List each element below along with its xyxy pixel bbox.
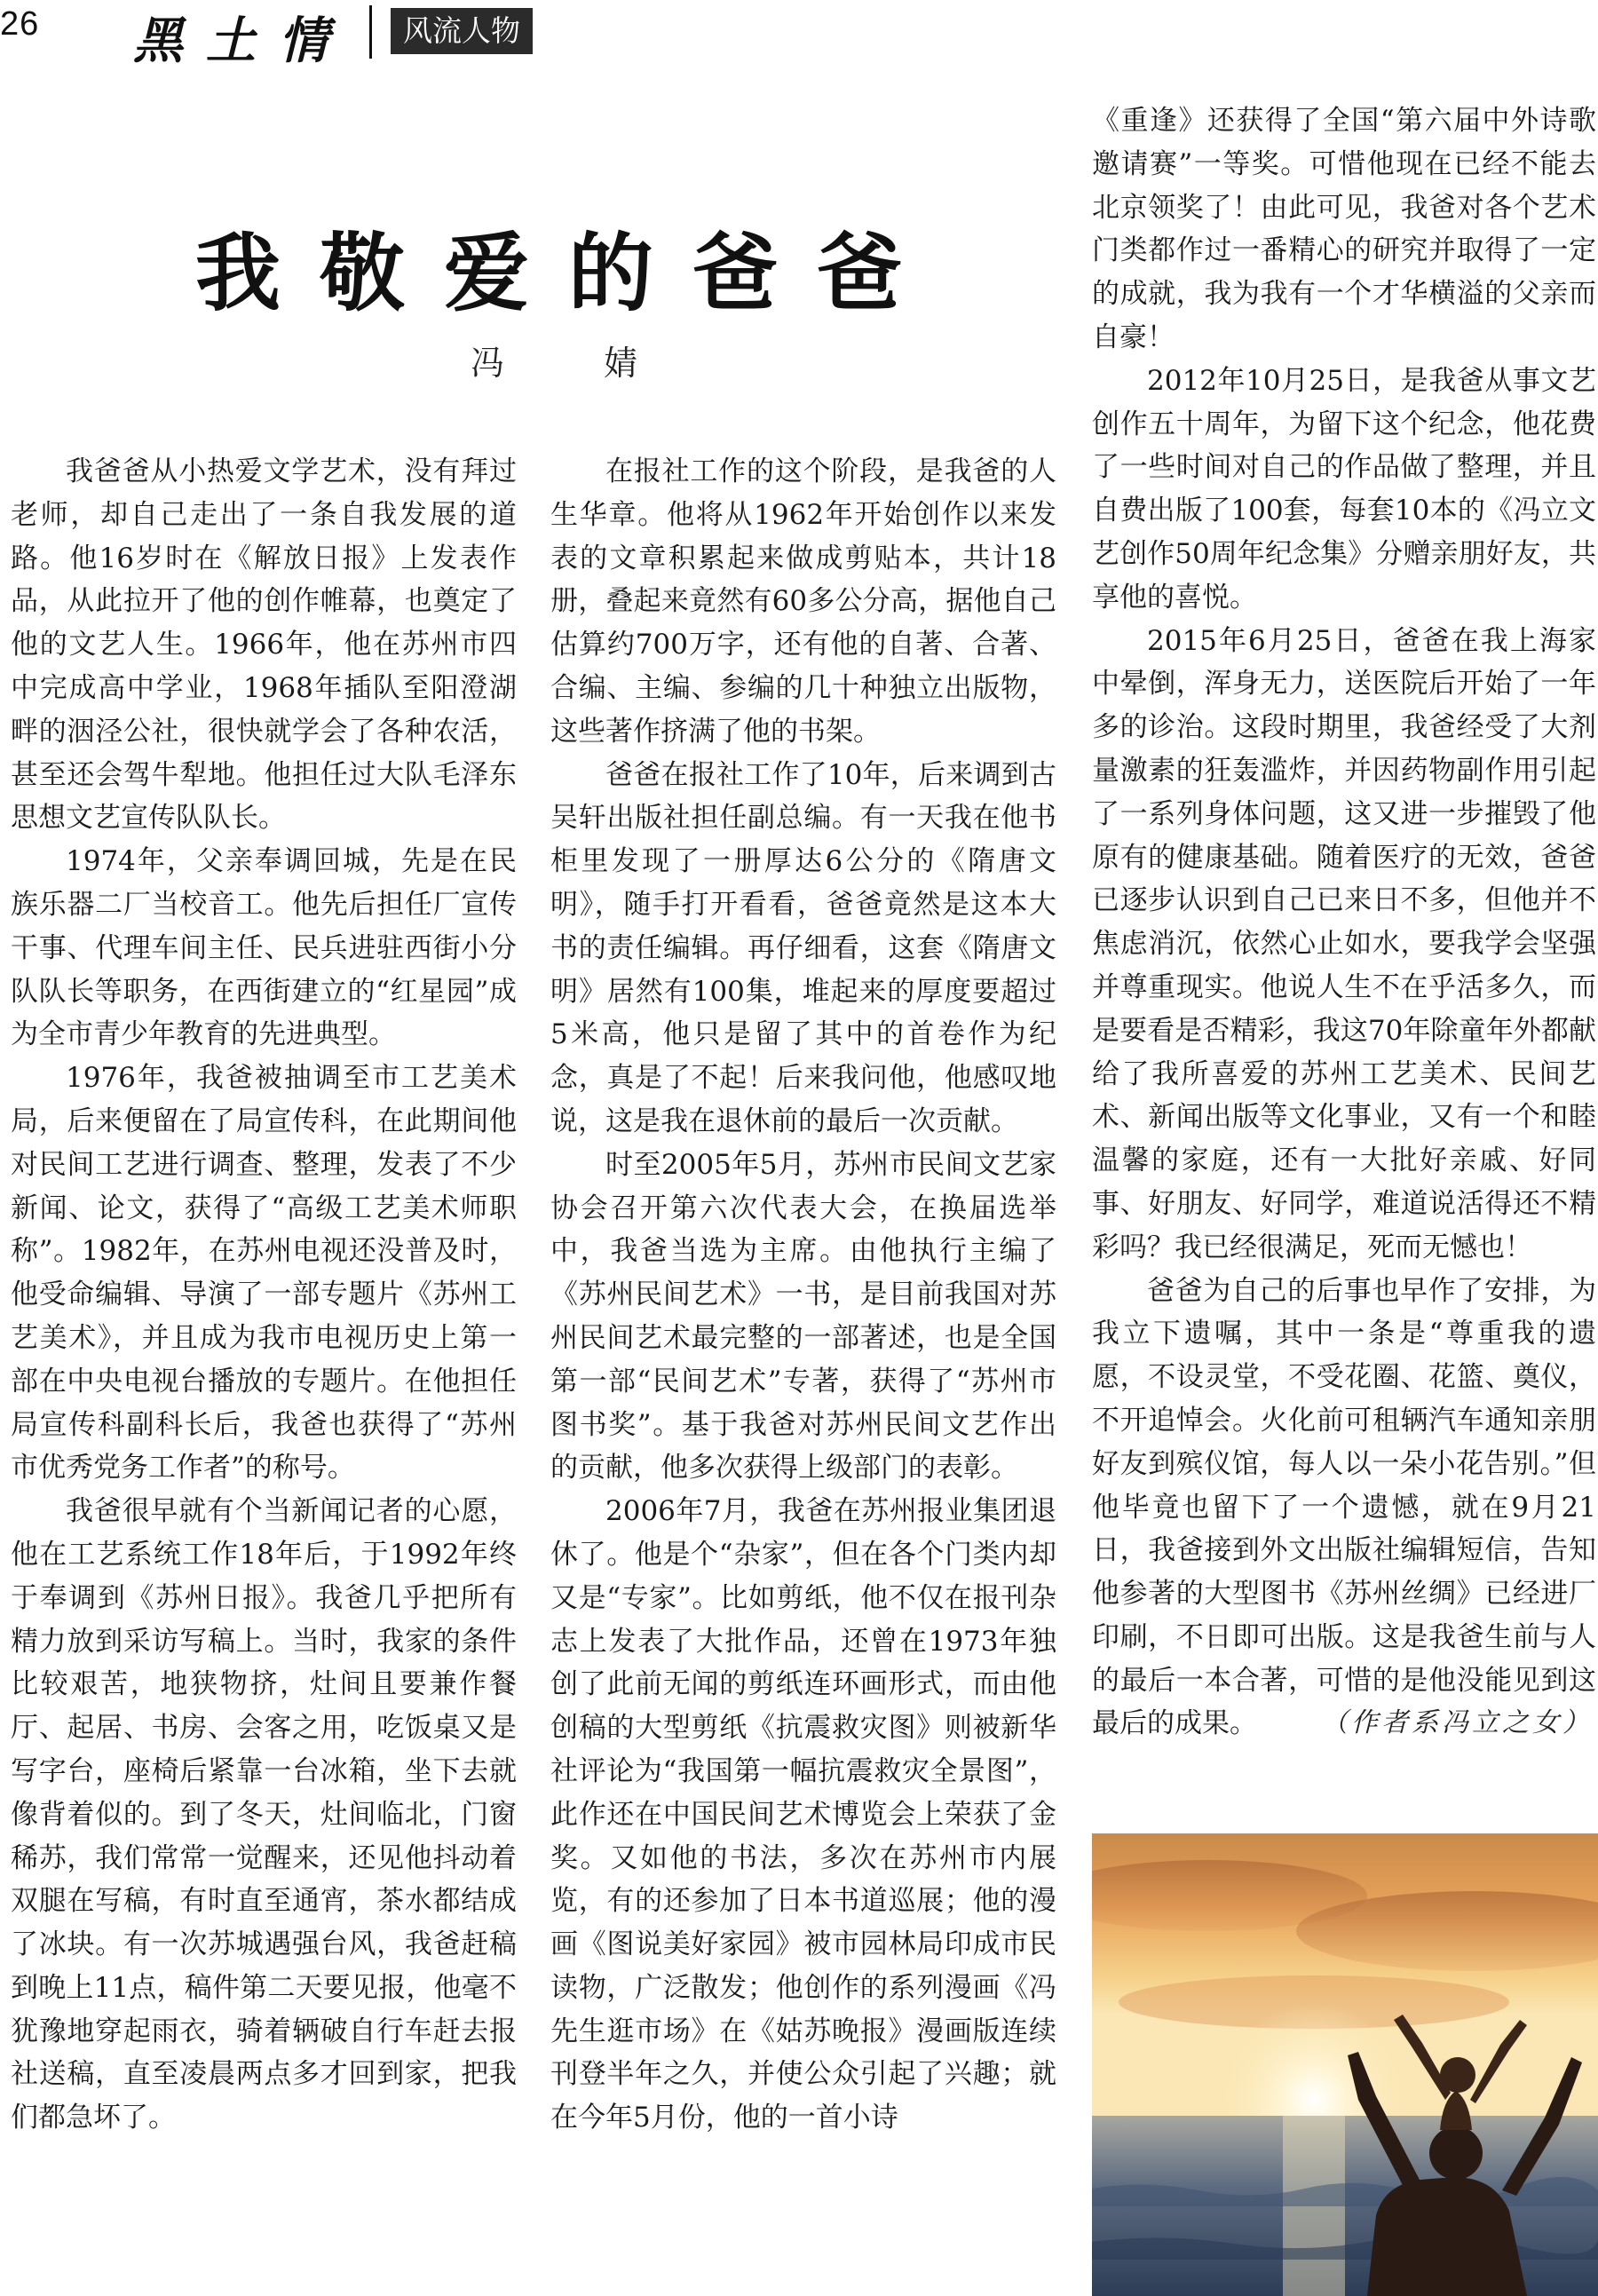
paragraph: 时至2005年5月，苏州市民间文艺家协会召开第六次代表大会，在换届选举中，我爸当选为主席。由他执行主编了《苏州民间艺术》一书，是目前我国对苏州民间艺术最完整的一部著述，也是全国第一部“民间艺术”专著，获得了“苏州市图书奖”。基于我爸对苏州民间文艺作出的贡献，他多次获得上级部门的表彰。 bbox=[550, 1148, 1056, 1484]
paragraph: 2012年10月25日，是我爸从事文艺创作五十周年，为留下这个纪念，他花费了一些时间对自己的作品做了整理，并且自费出版了100套，每套10本的《冯立文艺创作50周年纪念集》分赠亲朋好友，共享他的喜悦。 bbox=[1092, 364, 1596, 614]
paragraph-continuation: 《重逢》还获得了全国“第六届中外诗歌邀请赛”一等奖。可惜他现在已经不能去北京领奖了！由此可见，我爸对各个艺术门类都作过一番精心的研究并取得了一定的成就，我为我有一个才华横溢的父亲而自豪！ bbox=[1092, 105, 1596, 353]
article-column-3 bbox=[1092, 99, 1596, 1746]
sunset-photo bbox=[1092, 1833, 1598, 2296]
article-column-1 bbox=[11, 450, 517, 2140]
paragraph: 我爸爸从小热爱文学艺术，没有拜过老师，却自己走出了一条自我发展的道路。他16岁时在《解放日报》上发表作品，从此拉开了他的创作帷幕，也奠定了他的文艺人生。1966年，他在苏州市四中完成高中学业，1968年插队至阳澄湖畔的洇泾公社，很快就学会了各种农活，甚至还会驾牛犁地。他担任过大队毛泽东思想文艺宣传队队长。 bbox=[11, 455, 517, 835]
header-divider bbox=[369, 5, 372, 59]
paragraph: 爸爸为自己的后事也早作了安排，为我立下遗嘱，其中一条是“尊重我的遗愿，不设灵堂，不受花圈、花篮、奠仪，不开追悼会。火化前可租辆汽车通知亲朋好友到殡仪馆，每人以一朵小花告别。”但他毕竟也留下了一个遗憾，就在9月21日，我爸接到外文出版社编辑短信，告知他参著的大型图书《苏州丝绸》已经进厂印刷，不日即可出版。这是我爸生前与人的最后一本合著，可惜的是他没能见到这最后的成果。 bbox=[1092, 1274, 1596, 1740]
author-note: （作者系冯立之女） bbox=[1321, 1707, 1593, 1739]
paragraph: 我爸很早就有个当新闻记者的心愿，他在工艺系统工作18年后，于1992年终于奉调到《苏州日报》。我爸几乎把所有精力放到采访写稿上。当时，我家的条件比较艰苦，地狭物挤，灶间且要兼作餐厅、起居、书房、会客之用，吃饭桌又是写字台，座椅后紧靠一台冰箱，坐下去就像背着似的。到了冬天，灶间临北，门窗稀苏，我们常常一觉醒来，还见他抖动着双腿在写稿，有时直至通宵，茶水都结成了冰块。有一次苏城遇强台风，我爸赶稿到晚上11点，稿件第二天要见报，他毫不犹豫地穿起雨衣，骑着辆破自行车赶去报社送稿，直至凌晨两点多才回到家，把我们都急坏了。 bbox=[11, 1495, 517, 2134]
paragraph: 1976年，我爸被抽调至市工艺美术局，后来便留在了局宣传科，在此期间他对民间工艺进行调查、整理，发表了不少新闻、论文，获得了“高级工艺美术师职称”。1982年，在苏州电视还没普及时，他受命编辑、导演了一部专题片《苏州工艺美术》，并且成为我市电视历史上第一部在中央电视台播放的专题片。在他担任局宣传科副科长后，我爸也获得了“苏州市优秀党务工作者”的称号。 bbox=[11, 1062, 517, 1484]
section-tag: 风流人物 bbox=[391, 8, 533, 54]
paragraph: 爸爸在报社工作了10年，后来调到古吴轩出版社担任副总编。有一天我在他书柜里发现了一册厚达6公分的《隋唐文明》，随手打开看看，爸爸竟然是这本大书的责任编辑。再仔细看，这套《隋唐文明》居然有100集，堆起来的厚度要超过5米高，他只是留了其中的首卷作为纪念，真是了不起！后来我问他，他感叹地说，这是我在退休前的最后一次贡献。 bbox=[550, 758, 1056, 1137]
article-column-2 bbox=[550, 450, 1056, 2140]
magazine-name: 黑土情 bbox=[133, 12, 352, 70]
page-number: 26 bbox=[0, 5, 40, 43]
paragraph: 2006年7月，我爸在苏州报业集团退休了。他是个“杂家”，但在各个门类内却又是“专家”。比如剪纸，他不仅在报刊杂志上发表了大批作品，还曾在1973年独创了此前无闻的剪纸连环画形式，而由他创稿的大型剪纸《抗震救灾图》则被新华社评论为“我国第一幅抗震救灾全景图”，此作还在中国民间艺术博览会上荣获了金奖。又如他的书法，多次在苏州市内展览，有的还参加了日本书道巡展；他的漫画《图说美好家园》被市园林局印成市民读物，广泛散发；他创作的系列漫画《冯先生逛市场》在《姑苏晚报》漫画版连续刊登半年之久，并使公众引起了兴趣；就在今年5月份，他的一首小诗 bbox=[550, 1495, 1056, 2134]
paragraph: 在报社工作的这个阶段，是我爸的人生华章。他将从1962年开始创作以来发表的文章积累起来做成剪贴本，共计18册，叠起来竟然有60多公分高，据他自己估算约700万字，还有他的自著、合著、合编、主编、参编的几十种独立出版物，这些著作挤满了他的书架。 bbox=[550, 455, 1056, 748]
article-title: 我敬爱的爸爸 bbox=[195, 223, 941, 323]
article-author: 冯 婧 bbox=[471, 344, 683, 383]
paragraph: 2015年6月25日，爸爸在我上海家中晕倒，浑身无力，送医院后开始了一年多的诊治。这段时期里，我爸经受了大剂量激素的狂轰滥炸，并因药物副作用引起了一系列身体问题，这又进一步摧毁了他原有的健康基础。随着医疗的无效，爸爸已逐步认识到自己已来日不多，但他并不焦虑消沉，依然心止如水，要我学会坚强并尊重现实。他说人生不在乎活多久，而是要看是否精彩，我这70年除童年外都献给了我所喜爱的苏州工艺美术、民间艺术、新闻出版等文化事业，又有一个和睦温馨的家庭，还有一大批好亲戚、好同事、好朋友、好同学，难道说活得还不精彩吗？我已经很满足，死而无憾也！ bbox=[1092, 624, 1596, 1263]
paragraph: 1974年，父亲奉调回城，先是在民族乐器二厂当校音工。他先后担任厂宣传干事、代理车间主任、民兵进驻西街小分队队长等职务，在西街建立的“红星园”成为全市青少年教育的先进典型。 bbox=[11, 845, 517, 1051]
